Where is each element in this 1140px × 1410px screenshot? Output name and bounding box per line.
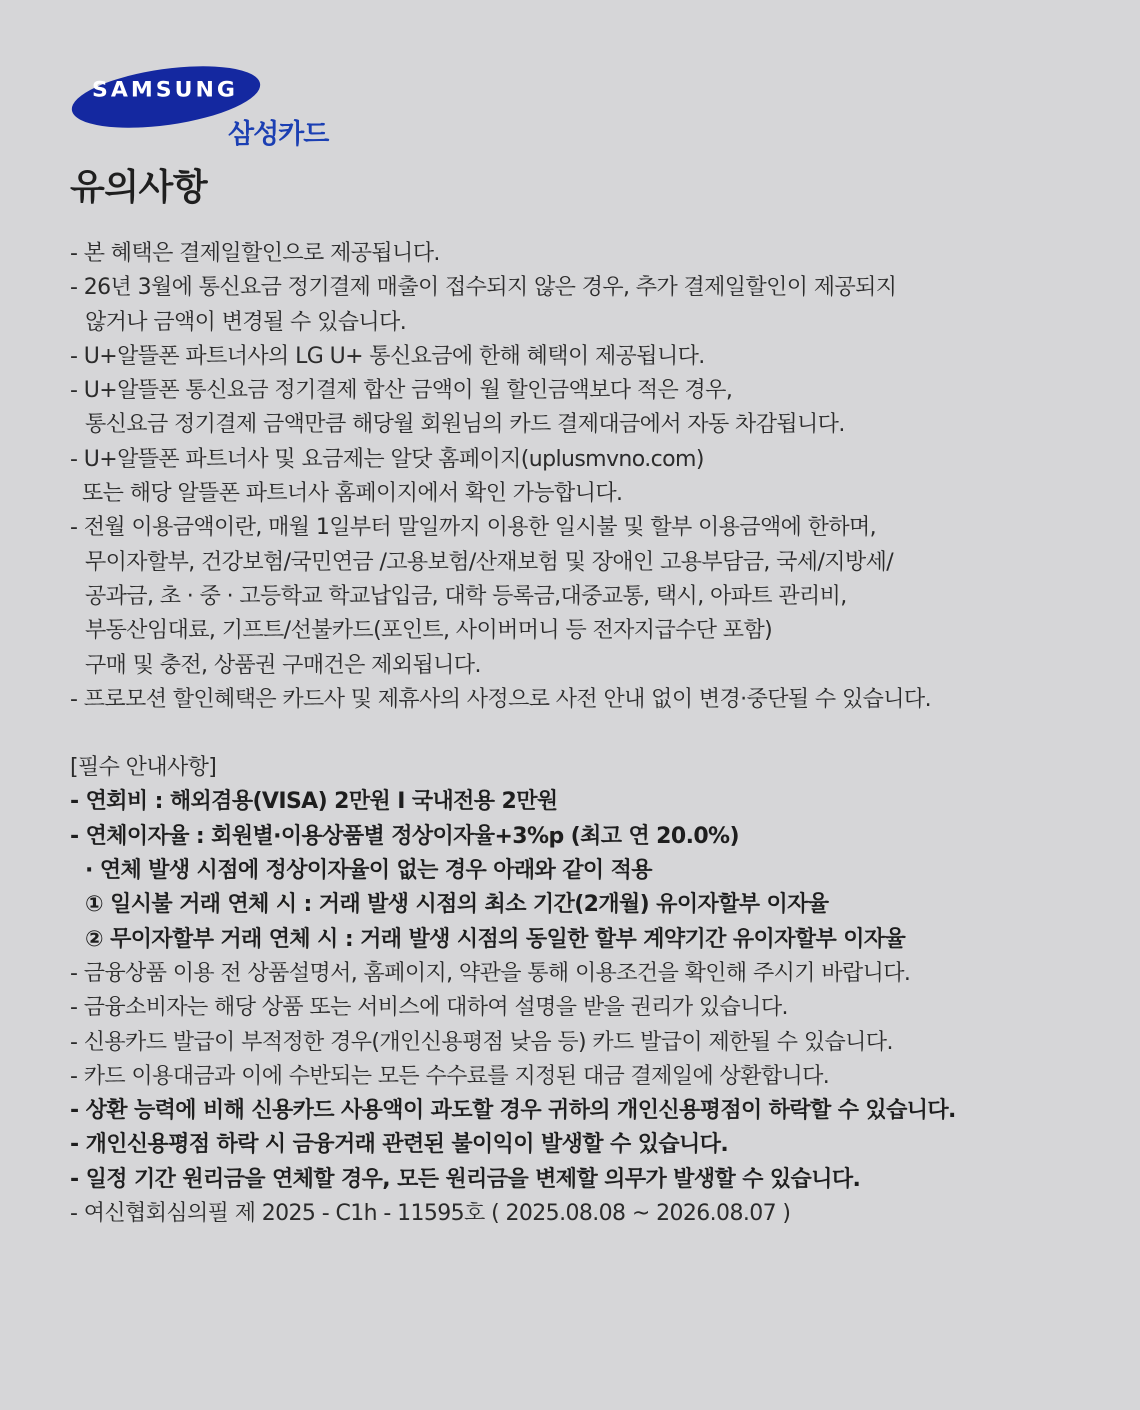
- note-line: - 26년 3월에 통신요금 정기결제 매출이 접수되지 않은 경우, 추가 결제일할인이 제공되지: [70, 275, 897, 301]
- required-line: - 금융소비자는 해당 상품 또는 서비스에 대하여 설명을 받을 권리가 있습니다.: [70, 995, 788, 1021]
- section-gap: [70, 717, 1100, 751]
- note-line: - 본 혜택은 결제일할인으로 제공됩니다.: [70, 241, 440, 266]
- note-line: - U+알뜰폰 파트너사의 LG U+ 통신요금에 한해 혜택이 제공됩니다.: [70, 343, 705, 369]
- note-line: 구매 및 충전, 상품권 구매건은 제외됩니다.: [85, 652, 481, 678]
- note-line: 공과금, 초 · 중 · 고등학교 학교납입금, 대학 등록금,대중교통, 택시, 아파트 관리비,: [85, 583, 847, 609]
- required-line: ① 일시불 거래 연체 시 : 거래 발생 시점의 최소 기간(2개월) 유이자할부 이자율: [85, 892, 829, 918]
- required-line: - 신용카드 발급이 부적정한 경우(개인신용평점 낮음 등) 카드 발급이 제한될 수 있습니다.: [70, 1029, 893, 1055]
- note-line: 부동산임대료, 기프트/선불카드(포인트, 사이버머니 등 전자지급수단 포함): [85, 618, 773, 644]
- page-title: 유의사항: [70, 167, 208, 208]
- required-line: - 연체이자율 : 회원별·이용상품별 정상이자율+3%p (최고 연 20.0%): [70, 823, 739, 849]
- required-line: - 여신협회심의필 제 2025 - C1h - 11595호 ( 2025.08.08 ~ 2026.08.07 ): [70, 1201, 791, 1227]
- note-line: - 전월 이용금액이란, 매월 1일부터 말일까지 이용한 일시불 및 할부 이용금액에 한하며,: [70, 515, 877, 541]
- note-line: 무이자할부, 건강보험/국민연금 /고용보험/산재보험 및 장애인 고용부담금, 국세/지방세/: [85, 549, 894, 575]
- required-line: - 금융상품 이용 전 상품설명서, 홈페이지, 약관을 통해 이용조건을 확인해 주시기 바랍니다.: [70, 960, 911, 986]
- required-heading: [필수 안내사항]: [70, 755, 217, 781]
- notes-list: [70, 237, 1100, 1231]
- required-line: - 카드 이용대금과 이에 수반되는 모든 수수료를 지정된 대금 결제일에 상환합니다.: [70, 1063, 830, 1089]
- logo-subtitle: 삼성카드: [228, 119, 329, 150]
- note-line: 통신요금 정기결제 금액만큼 해당월 회원님의 카드 결제대금에서 자동 차감됩니다.: [85, 412, 845, 438]
- note-line: 않거나 금액이 변경될 수 있습니다.: [85, 309, 407, 335]
- required-line: - 연회비 : 해외겸용(VISA) 2만원 I 국내전용 2만원: [70, 789, 558, 815]
- required-line: - 상환 능력에 비해 신용카드 사용액이 과도할 경우 귀하의 개인신용평점이 하락할 수 있습니다.: [70, 1098, 956, 1124]
- note-line: - U+알뜰폰 통신요금 정기결제 합산 금액이 월 할인금액보다 적은 경우,: [70, 378, 733, 404]
- note-line: 또는 해당 알뜰폰 파트너사 홈페이지에서 확인 가능합니다.: [82, 481, 623, 507]
- logo-wordmark: SAMSUNG: [92, 78, 238, 103]
- required-line: · 연체 발생 시점에 정상이자율이 없는 경우 아래와 같이 적용: [85, 858, 652, 884]
- notice-page: [70, 62, 1100, 1231]
- note-line: - U+알뜰폰 파트너사 및 요금제는 알닷 홈페이지(uplusmvno.com): [70, 446, 704, 472]
- required-line: - 개인신용평점 하락 시 금융거래 관련된 불이익이 발생할 수 있습니다.: [70, 1132, 729, 1158]
- samsung-card-logo: [70, 62, 340, 154]
- note-line: - 프로모션 할인혜택은 카드사 및 제휴사의 사정으로 사전 안내 없이 변경·중단될 수 있습니다.: [70, 686, 931, 712]
- required-line: ② 무이자할부 거래 연체 시 : 거래 발생 시점의 동일한 할부 계약기간 유이자할부 이자율: [85, 926, 906, 952]
- required-line: - 일정 기간 원리금을 연체할 경우, 모든 원리금을 변제할 의무가 발생할 수 있습니다.: [70, 1166, 861, 1192]
